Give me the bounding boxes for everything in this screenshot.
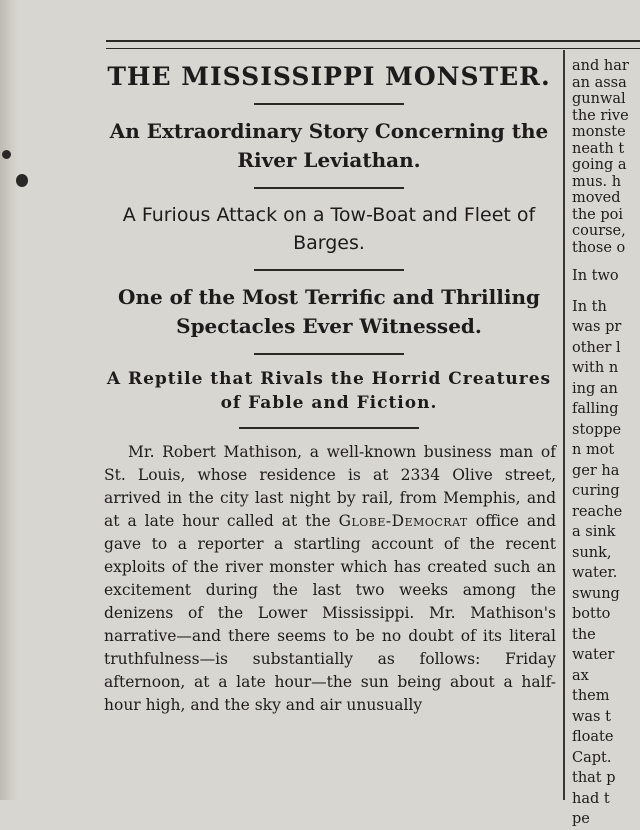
adjacent-column-line: that p xyxy=(572,770,616,786)
adjacent-column-line: them xyxy=(572,688,610,704)
adjacent-column-line: an assa xyxy=(572,74,627,91)
body-text-part-1: Mr. Robert Mathison, a well-known business man of St. Louis, whose residence is at 2334 Olive street, arrived in the city last night by rail, from Memphis, and at a late hour called at the xyxy=(104,443,556,530)
adjacent-column-line: course, xyxy=(572,223,626,239)
adjacent-column-line: going a xyxy=(572,157,627,173)
headline-separator xyxy=(239,427,419,429)
adjacent-column-line: other l xyxy=(572,339,621,356)
adjacent-column-line: In two xyxy=(572,268,619,284)
adjacent-column-line: mus. h xyxy=(572,173,622,190)
adjacent-column-line: monste xyxy=(572,124,626,140)
adjacent-column-line: falling xyxy=(572,401,619,417)
paragraph-gap xyxy=(572,256,640,268)
adjacent-column-block-2 xyxy=(572,268,640,285)
adjacent-column-line: with n xyxy=(572,360,619,376)
adjacent-column-line: had t xyxy=(572,790,610,807)
body-text-part-2: office and gave to a reporter a startling account of the recent exploits of the river monster which has created such an excitement during the last two weeks among the denizens of the Lower Mississippi. Mr. Mathison's narrative—and there seems to be no doubt of its literal truthfulness—is substantially as follows: Friday afternoon, at a late hour—the sun being about a half-hour high, and the sky and air unusually xyxy=(104,512,557,714)
adjacent-column-line: the xyxy=(572,626,596,643)
adjacent-column-line: the rive xyxy=(572,107,629,124)
page-fold-edge xyxy=(0,0,18,800)
headline-separator xyxy=(254,269,404,271)
newspaper-name: Globe-Democrat xyxy=(338,512,468,530)
adjacent-column-line: the poi xyxy=(572,206,624,223)
deck-2: A Furious Attack on a Tow-Boat and Fleet of Barges. xyxy=(122,204,536,254)
adjacent-column-line: and har xyxy=(572,58,629,74)
deck-4: A Reptile that Rivals the Horrid Creatures of Fable and Fiction. xyxy=(106,369,552,413)
article-title: THE MISSISSIPPI MONSTER. xyxy=(107,62,551,91)
adjacent-column-line: water. xyxy=(572,565,618,581)
paragraph-gap xyxy=(572,285,640,297)
adjacent-column-line: sunk, xyxy=(572,544,612,561)
article-column xyxy=(98,52,560,800)
adjacent-column-line: a sink xyxy=(572,524,616,540)
adjacent-column-line: In th xyxy=(572,298,607,315)
adjacent-column-line: was pr xyxy=(572,319,622,335)
adjacent-column-line: moved xyxy=(572,190,621,206)
adjacent-column-line: ing an xyxy=(572,380,618,397)
column-divider xyxy=(563,50,565,800)
adjacent-column xyxy=(572,58,640,827)
adjacent-column-line: was t xyxy=(572,708,611,725)
adjacent-column-line: pe xyxy=(572,811,590,827)
adjacent-column-line: reache xyxy=(572,503,623,520)
adjacent-column-line: water xyxy=(572,647,615,663)
headline-separator xyxy=(254,103,404,105)
adjacent-column-line: Capt. xyxy=(572,749,612,766)
headline-separator xyxy=(254,187,404,189)
adjacent-column-line: those o xyxy=(572,239,626,256)
article-body xyxy=(104,441,556,717)
adjacent-column-line: botto xyxy=(572,606,611,622)
deck-3: One of the Most Terrific and Thrilling Spectacles Ever Witnessed. xyxy=(118,285,540,338)
adjacent-column-line: stoppe xyxy=(572,421,622,438)
adjacent-column-line: gunwal xyxy=(572,91,626,107)
adjacent-column-block-3 xyxy=(572,297,640,830)
adjacent-column-line: swung xyxy=(572,585,620,602)
top-rule xyxy=(106,40,640,42)
adjacent-column-line: floate xyxy=(572,729,614,745)
binding-hole xyxy=(16,174,28,187)
adjacent-column-line: ax xyxy=(572,667,589,684)
deck-1: An Extraordinary Story Concerning the River Leviathan. xyxy=(109,119,549,172)
top-rule-thin xyxy=(106,48,640,49)
adjacent-column-line: curing xyxy=(572,483,620,499)
adjacent-column-line: ger ha xyxy=(572,462,620,479)
adjacent-column-block-1 xyxy=(572,58,640,256)
headline-separator xyxy=(254,353,404,355)
adjacent-column-line: neath t xyxy=(572,140,625,157)
binding-hole xyxy=(2,150,11,159)
adjacent-column-line: n mot xyxy=(572,442,615,458)
